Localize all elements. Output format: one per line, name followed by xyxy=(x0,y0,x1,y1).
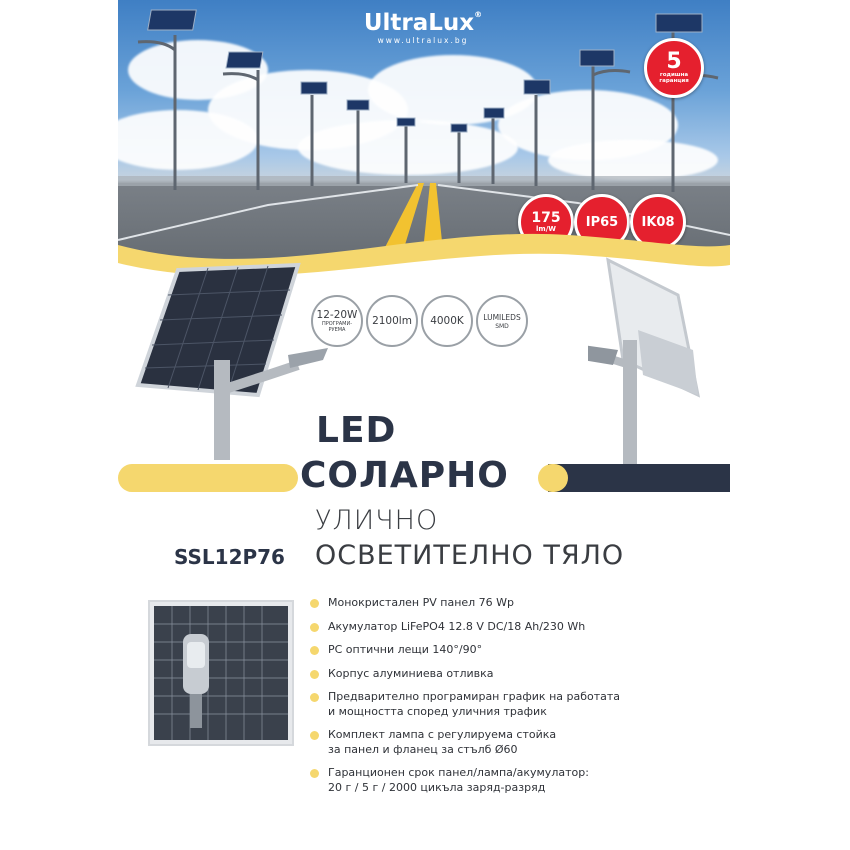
brand-name: UltraLux xyxy=(363,10,475,36)
brand-logo xyxy=(348,10,498,45)
headline-line2: СОЛАРНО xyxy=(300,455,509,496)
spec-led-type xyxy=(476,295,528,347)
feature-text: Предварително програмиран график на работата xyxy=(328,690,621,703)
warranty-badge xyxy=(644,38,704,98)
feature-text: Корпус алуминиева отливка xyxy=(328,666,494,680)
warranty-number: 5 xyxy=(666,49,682,74)
spec-power-value: 12-20W xyxy=(316,309,358,321)
spec-power-sub2: РУЕМА xyxy=(328,327,346,333)
spec-lumens xyxy=(366,295,418,347)
brand-url: www.ultralux.bg xyxy=(377,36,469,45)
spec-color-temperature-value: 4000K xyxy=(430,315,464,327)
headline-line4: ОСВЕТИТЕЛНО ТЯЛО xyxy=(315,540,625,571)
feature-text: Акумулатор LiFePO4 12.8 V DC/18 Ah/230 Wh xyxy=(328,619,586,633)
efficacy-value: 175 xyxy=(531,210,561,226)
flyer-sheet xyxy=(118,0,730,850)
lamp-with-panel-right-image xyxy=(588,255,728,465)
ik-rating-badge: IK08 xyxy=(630,194,686,250)
headline-line1: LED xyxy=(316,410,397,451)
feature-list xyxy=(310,596,720,804)
feature-item xyxy=(310,643,720,658)
spec-led-type-value: LUMILEDS xyxy=(483,313,521,322)
feature-item xyxy=(310,620,720,635)
efficacy-unit: lm/W xyxy=(536,225,556,233)
feature-item xyxy=(310,596,720,611)
feature-item xyxy=(310,766,720,795)
spec-power-sub1: ПРОГРАМИ- xyxy=(321,321,353,327)
feature-text: PC оптични лещи 140°/90° xyxy=(328,643,483,656)
model-number: SSL12P76 xyxy=(174,545,285,569)
feature-item xyxy=(310,690,720,719)
ip-rating-badge: IP65 xyxy=(574,194,630,250)
spec-color-temperature xyxy=(421,295,473,347)
feature-item xyxy=(310,728,720,757)
warranty-text-line1: годишна xyxy=(659,72,689,78)
feature-text: Комплект лампа с регулируема стойка xyxy=(328,728,557,741)
feature-text-line2: за панел и фланец за стълб Ø60 xyxy=(328,742,518,756)
registered-mark: ® xyxy=(474,10,483,19)
feature-text: Монокристален PV панел 76 Wp xyxy=(328,596,515,609)
feature-text: Гаранционен срок панел/лампа/акумулатор: xyxy=(328,766,589,779)
product-panel-image xyxy=(148,600,294,746)
lamp-with-panel-left-image xyxy=(118,260,338,460)
warranty-text-line2: гаранция xyxy=(659,78,689,84)
feature-item xyxy=(310,667,720,682)
spec-led-type-sub: SMD xyxy=(495,323,509,330)
headline-line3: УЛИЧНО xyxy=(315,505,439,536)
spec-power xyxy=(311,295,363,347)
spec-lumens-value: 2100lm xyxy=(372,315,412,327)
feature-text-line2: 20 г / 5 г / 2000 цикъла заряд-разряд xyxy=(328,780,546,794)
feature-text-line2: и мощността според уличния трафик xyxy=(328,704,547,718)
